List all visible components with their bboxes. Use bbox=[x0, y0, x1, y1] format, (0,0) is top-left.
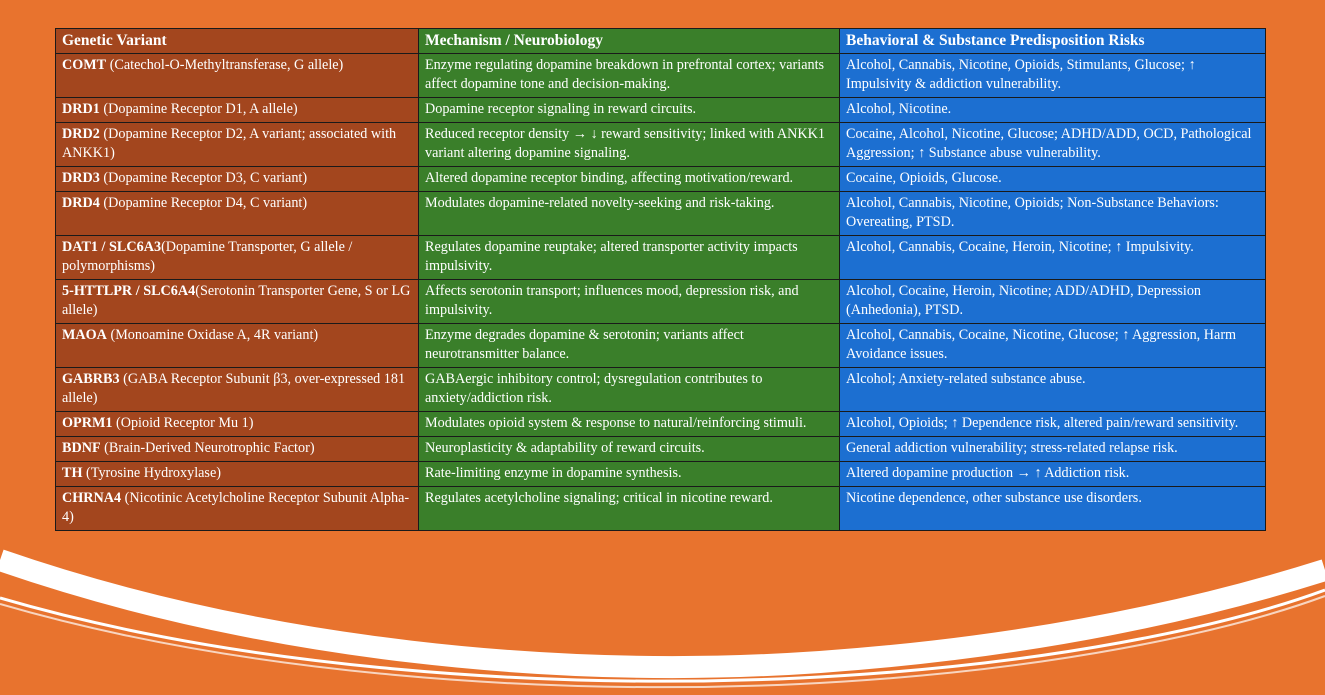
gene-description: (Dopamine Receptor D2, A variant; associated with ANKK1) bbox=[62, 126, 397, 161]
gene-description: (Dopamine Transporter, G allele / polymorphisms) bbox=[62, 239, 353, 274]
header-genetic-variant: Genetic Variant bbox=[56, 29, 419, 54]
cell-genetic-variant bbox=[56, 437, 419, 462]
gene-name: GABRB3 bbox=[62, 371, 120, 387]
genetic-variants-table-container bbox=[55, 28, 1265, 531]
cell-mechanism: GABAergic inhibitory control; dysregulation contributes to anxiety/addiction risk. bbox=[419, 368, 840, 412]
cell-risks: Nicotine dependence, other substance use disorders. bbox=[840, 487, 1266, 531]
cell-genetic-variant bbox=[56, 98, 419, 123]
cell-mechanism: Enzyme degrades dopamine & serotonin; variants affect neurotransmitter balance. bbox=[419, 324, 840, 368]
cell-risks: Alcohol, Cannabis, Nicotine, Opioids; Non-Substance Behaviors: Overeating, PTSD. bbox=[840, 192, 1266, 236]
table-header-row bbox=[56, 29, 1266, 54]
table-row bbox=[56, 487, 1266, 531]
gene-name: CHRNA4 bbox=[62, 490, 122, 506]
gene-description: (Dopamine Receptor D1, A allele) bbox=[99, 101, 298, 117]
cell-mechanism: Dopamine receptor signaling in reward circuits. bbox=[419, 98, 840, 123]
table-row bbox=[56, 123, 1266, 167]
table-row bbox=[56, 437, 1266, 462]
cell-genetic-variant bbox=[56, 462, 419, 487]
cell-mechanism: Affects serotonin transport; influences mood, depression risk, and impulsivity. bbox=[419, 280, 840, 324]
gene-name: DRD1 bbox=[62, 101, 100, 117]
gene-description: (Tyrosine Hydroxylase) bbox=[82, 465, 221, 481]
table-row bbox=[56, 462, 1266, 487]
cell-risks: Alcohol, Cannabis, Cocaine, Nicotine, Glucose; ↑ Aggression, Harm Avoidance issues. bbox=[840, 324, 1266, 368]
gene-name: COMT bbox=[62, 57, 107, 73]
gene-description: (GABA Receptor Subunit β3, over-expressed 181 allele) bbox=[62, 371, 406, 406]
cell-risks: Alcohol, Cannabis, Cocaine, Heroin, Nicotine; ↑ Impulsivity. bbox=[840, 236, 1266, 280]
cell-risks: Alcohol, Opioids; ↑ Dependence risk, altered pain/reward sensitivity. bbox=[840, 412, 1266, 437]
cell-risks: Cocaine, Alcohol, Nicotine, Glucose; ADHD/ADD, OCD, Pathological Aggression; ↑ Substance abuse vulnerability. bbox=[840, 123, 1266, 167]
gene-name: OPRM1 bbox=[62, 415, 113, 431]
gene-name: BDNF bbox=[62, 440, 101, 456]
cell-mechanism: Neuroplasticity & adaptability of reward circuits. bbox=[419, 437, 840, 462]
cell-genetic-variant bbox=[56, 167, 419, 192]
gene-name: DAT1 / SLC6A3 bbox=[62, 239, 162, 255]
cell-genetic-variant bbox=[56, 192, 419, 236]
gene-name: 5-HTTLPR / SLC6A4 bbox=[62, 283, 196, 299]
cell-mechanism: Modulates dopamine-related novelty-seeking and risk-taking. bbox=[419, 192, 840, 236]
table-row bbox=[56, 54, 1266, 98]
gene-description: (Opioid Receptor Mu 1) bbox=[112, 415, 254, 431]
gene-description: (Dopamine Receptor D3, C variant) bbox=[99, 170, 308, 186]
gene-name: MAOA bbox=[62, 327, 107, 343]
table-row bbox=[56, 167, 1266, 192]
cell-risks: Alcohol, Nicotine. bbox=[840, 98, 1266, 123]
cell-risks: Alcohol, Cannabis, Nicotine, Opioids, Stimulants, Glucose; ↑ Impulsivity & addiction vulnerability. bbox=[840, 54, 1266, 98]
cell-risks: Alcohol; Anxiety-related substance abuse. bbox=[840, 368, 1266, 412]
cell-risks: Altered dopamine production → ↑ Addiction risk. bbox=[840, 462, 1266, 487]
cell-mechanism: Regulates dopamine reuptake; altered transporter activity impacts impulsivity. bbox=[419, 236, 840, 280]
gene-name: DRD3 bbox=[62, 170, 100, 186]
genetic-variants-table bbox=[55, 28, 1266, 531]
cell-mechanism: Enzyme regulating dopamine breakdown in prefrontal cortex; variants affect dopamine tone and decision-making. bbox=[419, 54, 840, 98]
cell-genetic-variant bbox=[56, 368, 419, 412]
cell-mechanism: Altered dopamine receptor binding, affecting motivation/reward. bbox=[419, 167, 840, 192]
cell-genetic-variant bbox=[56, 324, 419, 368]
table-row bbox=[56, 280, 1266, 324]
gene-name: DRD4 bbox=[62, 195, 100, 211]
cell-genetic-variant bbox=[56, 280, 419, 324]
gene-description: (Monoamine Oxidase A, 4R variant) bbox=[106, 327, 319, 343]
cell-risks: Cocaine, Opioids, Glucose. bbox=[840, 167, 1266, 192]
cell-genetic-variant bbox=[56, 236, 419, 280]
gene-description: (Serotonin Transporter Gene, S or LG allele) bbox=[62, 283, 411, 318]
cell-mechanism: Rate-limiting enzyme in dopamine synthesis. bbox=[419, 462, 840, 487]
cell-mechanism: Regulates acetylcholine signaling; critical in nicotine reward. bbox=[419, 487, 840, 531]
cell-mechanism: Modulates opioid system & response to natural/reinforcing stimuli. bbox=[419, 412, 840, 437]
gene-description: (Catechol-O-Methyltransferase, G allele) bbox=[106, 57, 344, 73]
cell-genetic-variant bbox=[56, 123, 419, 167]
cell-risks: General addiction vulnerability; stress-related relapse risk. bbox=[840, 437, 1266, 462]
gene-description: (Nicotinic Acetylcholine Receptor Subunit Alpha-4) bbox=[62, 490, 410, 525]
gene-description: (Brain-Derived Neurotrophic Factor) bbox=[100, 440, 315, 456]
gene-name: TH bbox=[62, 465, 83, 481]
cell-genetic-variant bbox=[56, 487, 419, 531]
table-body bbox=[56, 54, 1266, 531]
cell-risks: Alcohol, Cocaine, Heroin, Nicotine; ADD/ADHD, Depression (Anhedonia), PTSD. bbox=[840, 280, 1266, 324]
header-mechanism: Mechanism / Neurobiology bbox=[419, 29, 840, 54]
cell-genetic-variant bbox=[56, 54, 419, 98]
gene-description: (Dopamine Receptor D4, C variant) bbox=[99, 195, 308, 211]
cell-genetic-variant bbox=[56, 412, 419, 437]
table-row bbox=[56, 192, 1266, 236]
table-row bbox=[56, 98, 1266, 123]
gene-name: DRD2 bbox=[62, 126, 100, 142]
table-row bbox=[56, 412, 1266, 437]
cell-mechanism: Reduced receptor density → ↓ reward sensitivity; linked with ANKK1 variant altering dopamine signaling. bbox=[419, 123, 840, 167]
table-row bbox=[56, 236, 1266, 280]
header-risks: Behavioral & Substance Predisposition Risks bbox=[840, 29, 1266, 54]
table-row bbox=[56, 324, 1266, 368]
table-row bbox=[56, 368, 1266, 412]
